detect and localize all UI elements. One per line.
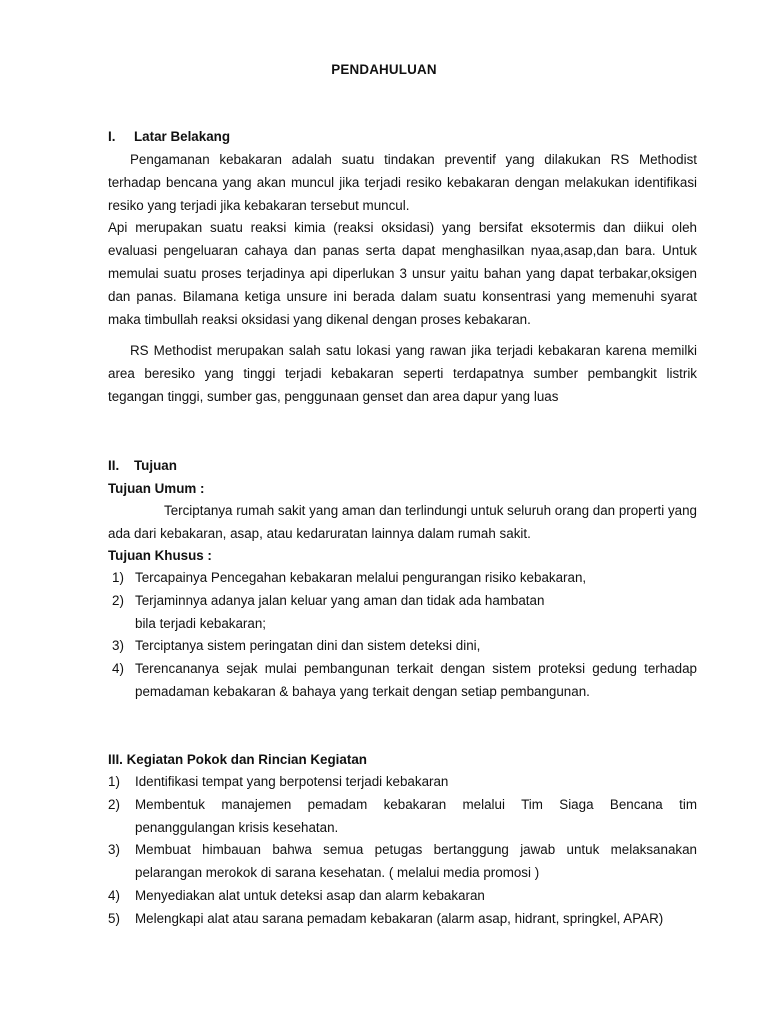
- list-item: 1) Identifikasi tempat yang berpotensi terjadi kebakaran: [108, 774, 449, 789]
- tujuan-umum-body: [108, 500, 697, 546]
- list-item: 4) Terencananya sejak mulai pembangunan terkait dengan sistem proteksi gedung terhadap pemadaman kebakaran & bahaya yang terkait dengan setiap pembangunan.: [112, 661, 697, 699]
- tujuan-umum-heading: Tujuan Umum :: [108, 481, 205, 496]
- section-1-title: Latar Belakang: [134, 129, 231, 144]
- paragraph-pengamanan: Pengamanan kebakaran adalah suatu tindakan preventif yang dilakukan RS Methodist terhadap bencana yang akan muncul jika terjadi resiko kebakaran dengan melakukan identifikasi resiko yang terjadi jika kebakaran tersebut muncul.: [108, 152, 697, 213]
- paragraph-api: Api merupakan suatu reaksi kimia (reaksi oksidasi) yang bersifat eksotermis dan diikui oleh evaluasi pengeluaran cahaya dan panas serta dapat menghasilkan nyaa,asap,dan bara. Untuk memulai suatu proses terjadinya api diperlukan 3 unsur yaitu bahan yang dapat terbakar,oksigen dan panas. Bilamana ketiga unsure ini berada dalam suatu konsentrasi yang memenuhi syarat maka timbullah reaksi oksidasi yang dikenal dengan proses kebakaran.: [108, 220, 697, 327]
- section-3-heading: III. Kegiatan Pokok dan Rincian Kegiatan: [108, 752, 367, 767]
- section-1-number: I.: [108, 129, 116, 144]
- section-2-title: Tujuan: [134, 458, 177, 473]
- tujuan-khusus-list: [108, 567, 697, 704]
- kegiatan-list: [108, 771, 697, 931]
- section-2-number: II.: [108, 458, 120, 473]
- section-1-heading: [108, 129, 230, 144]
- page-title: PENDAHULUAN: [331, 62, 437, 77]
- tujuan-khusus-heading: Tujuan Khusus :: [108, 548, 212, 563]
- list-item: 2) Terjaminnya adanya jalan keluar yang aman dan tidak ada hambatan bila terjadi kebakaran;: [112, 592, 545, 631]
- section-1-body: [108, 149, 697, 409]
- paragraph-rs-methodist: RS Methodist merupakan salah satu lokasi yang rawan jika terjadi kebakaran karena memilki area beresiko yang tinggi terjadi kebakaran seperti terdapatnya sumber pembangkit listrik tegangan tinggi, sumber gas, penggunaan genset dan area dapur yang luas: [108, 343, 697, 404]
- list-item: 5) Melengkapi alat atau sarana pemadam kebakaran (alarm asap, hidrant, springkel, APAR): [108, 910, 664, 926]
- paragraph-tujuan-umum: Terciptanya rumah sakit yang aman dan terlindungi untuk seluruh orang dan properti yang ada dari kebakaran, asap, atau kedaruratan lainnya dalam rumah sakit.: [108, 503, 697, 541]
- list-item: 3) Membuat himbauan bahwa semua petugas bertanggung jawab untuk melaksanakan pelarangan merokok di sarana kesehatan. ( melalui media promosi ): [108, 842, 697, 881]
- list-item: 4) Menyediakan alat untuk deteksi asap dan alarm kebakaran: [108, 887, 485, 903]
- list-item: 2) Membentuk manajemen pemadam kebakaran melalui Tim Siaga Bencana tim penanggulangan krisis kesehatan.: [108, 796, 697, 835]
- list-item: 1) Tercapainya Pencegahan kebakaran melalui pengurangan risiko kebakaran,: [112, 570, 587, 585]
- list-item: 3) Terciptanya sistem peringatan dini dan sistem deteksi dini,: [112, 638, 481, 654]
- section-2-heading: [108, 458, 177, 473]
